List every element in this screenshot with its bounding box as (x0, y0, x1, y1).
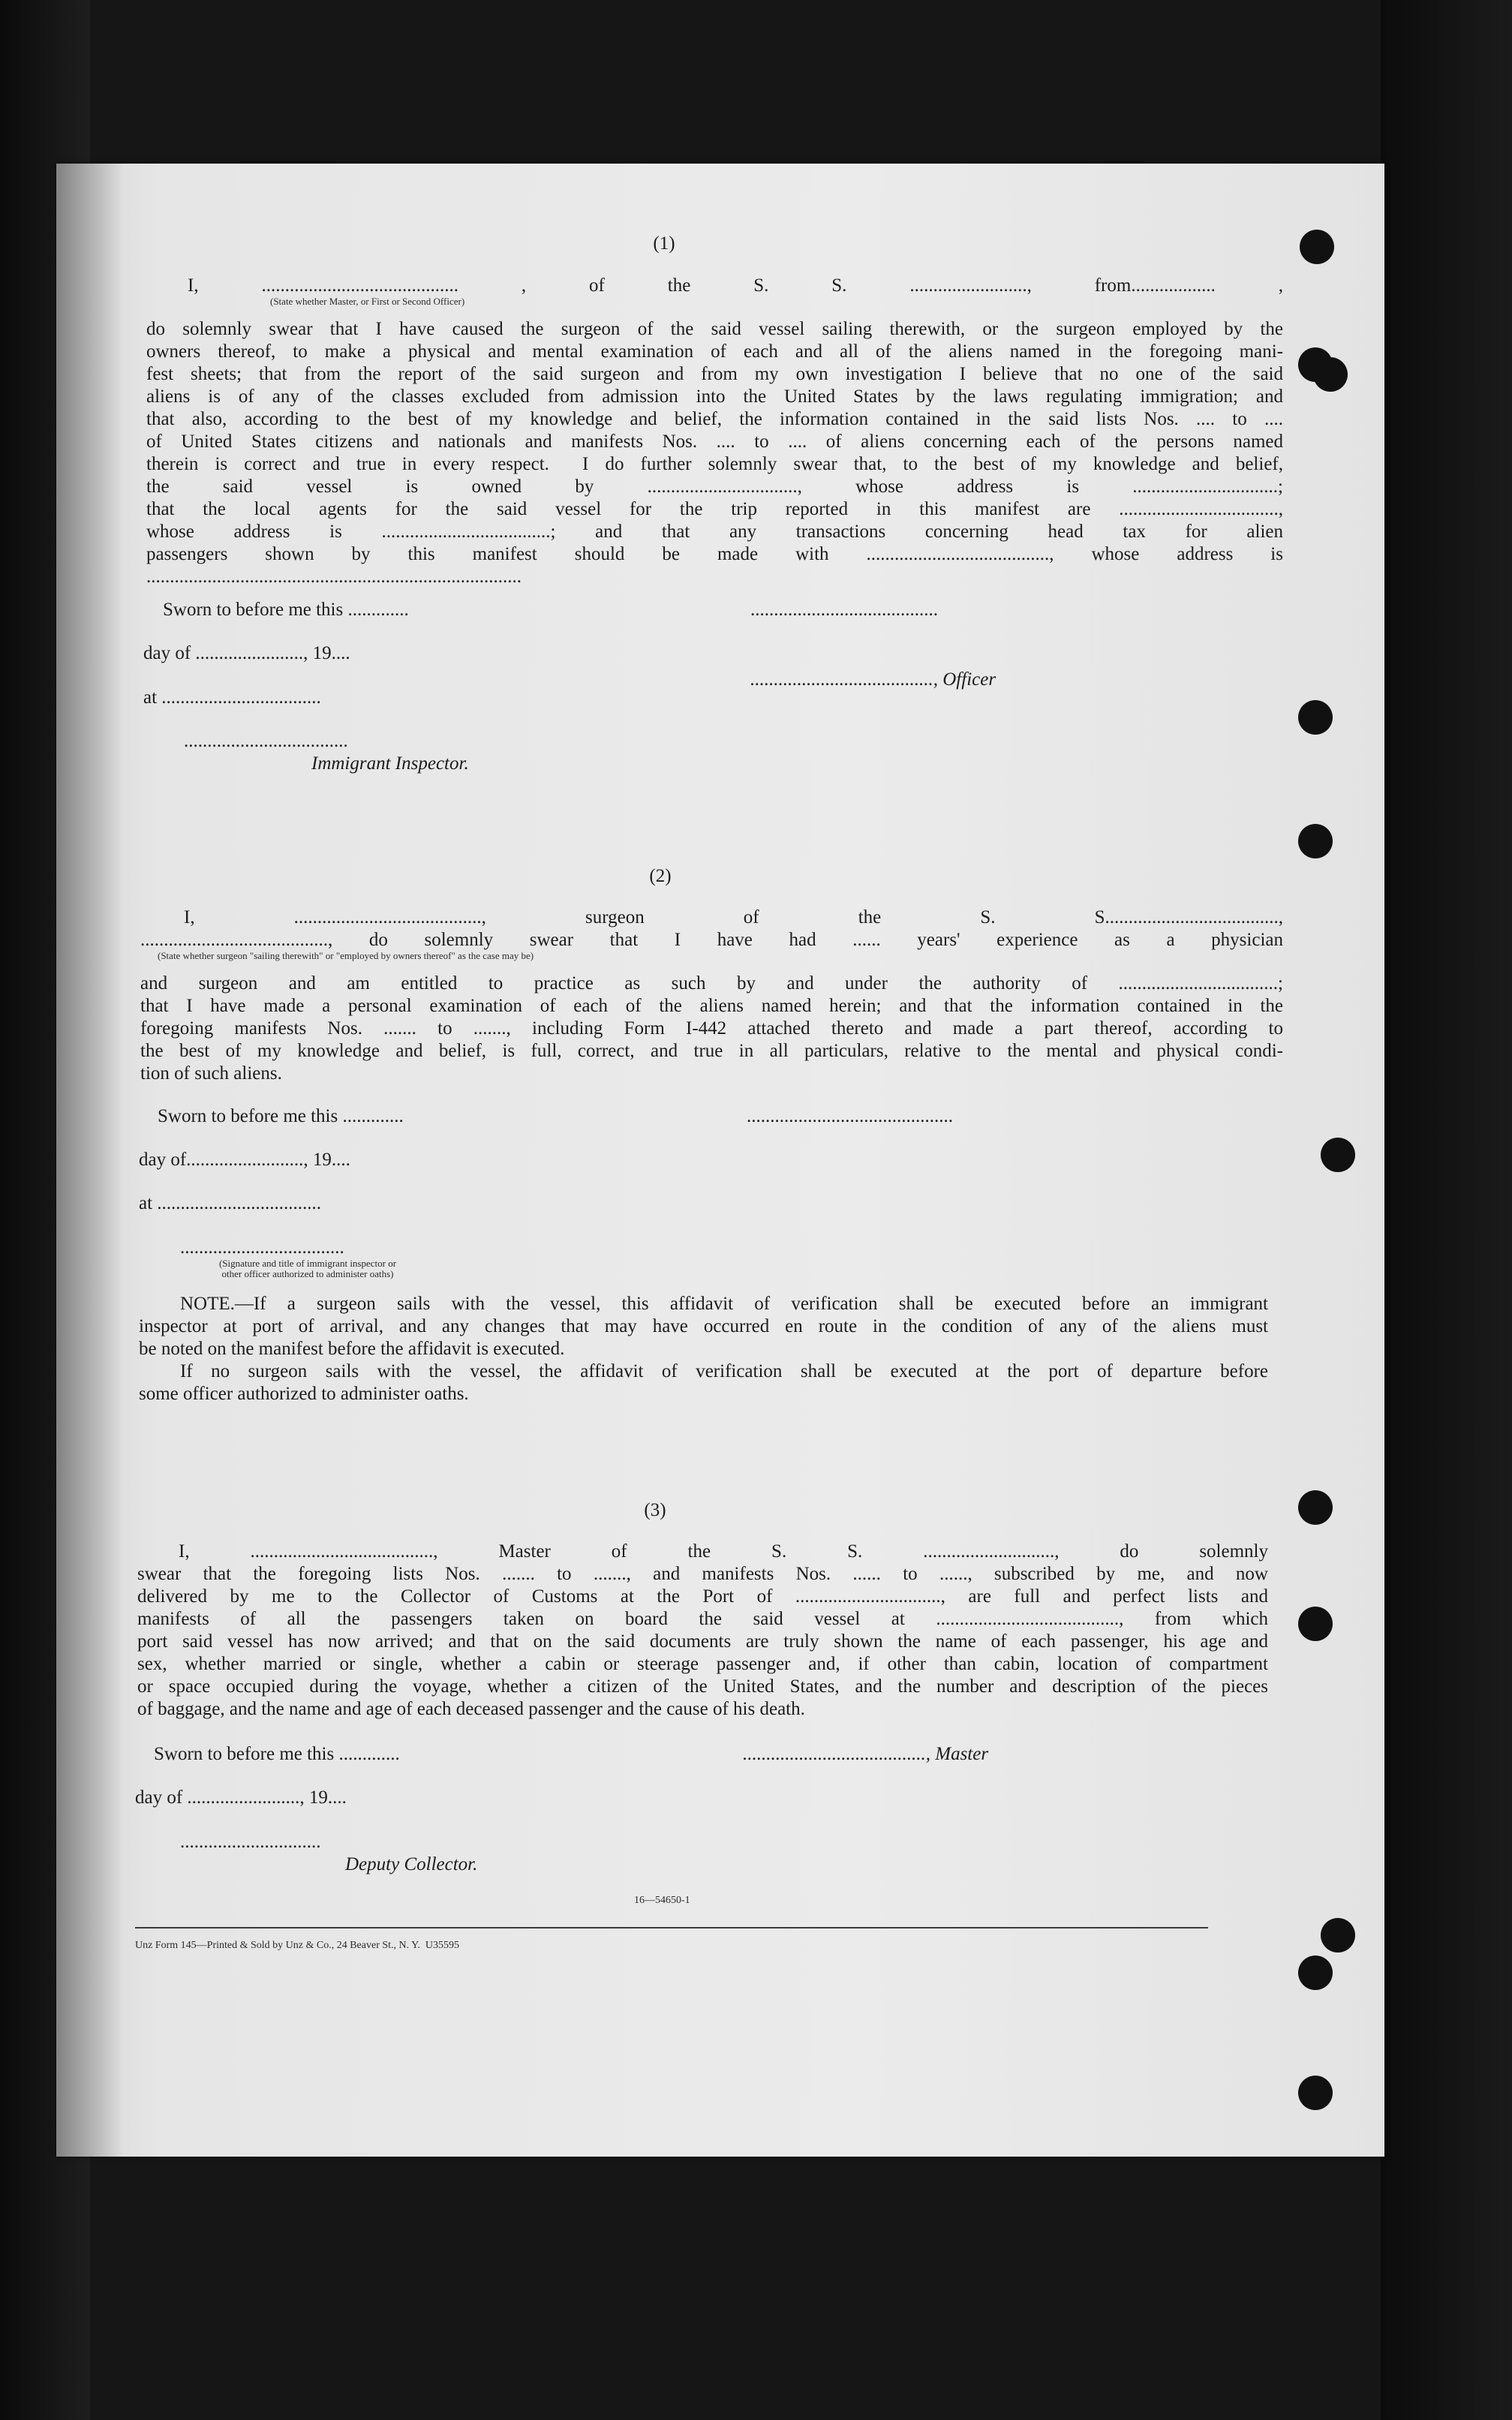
signature-line: ................................... (180, 1237, 344, 1258)
punch-hole (1298, 700, 1333, 735)
punch-hole (1298, 824, 1333, 858)
note-text-line: NOTE.—If a surgeon sails with the vessel, this affidavit of verification shall be executed before an immigrant (180, 1294, 1268, 1314)
oath-text-line: swear that the foregoing lists Nos. ....... to ......., and manifests Nos. ...... to ......, subscribed by me, and now (137, 1564, 1268, 1584)
oath-text-line: owners thereof, to make a physical and mental examination of each and all of the aliens named in the foregoing mani- (146, 341, 1283, 362)
section-number: (2) (649, 866, 672, 886)
oath-text-line: I, ......................................., Master of the S. S. ............................, do solemnly (179, 1541, 1268, 1562)
place-line: at ................................... (139, 1193, 322, 1213)
oath-text-line: foregoing manifests Nos. ....... to ......., including Form I-442 attached thereto and made a part thereof, according to (140, 1018, 1283, 1039)
field-note: other officer authorized to administer oaths) (221, 1268, 394, 1279)
oath-text-line: that I have made a personal examination of each of the aliens named herein; and that the information contained in the (140, 996, 1283, 1016)
oath-text-line: therein is correct and true in every respect. I do further solemnly swear that, to the best of my knowledge and belief, (146, 454, 1283, 474)
date-line: day of ......................., 19.... (143, 643, 350, 663)
scan-border-right (1381, 0, 1512, 2420)
oath-line: ........................................, do solemnly swear that I have had ...... years' experience as a physician (140, 930, 1283, 950)
punch-hole (1298, 1956, 1333, 1990)
sworn-line: Sworn to before me this ............. (154, 1744, 400, 1764)
punch-hole (1321, 1138, 1355, 1172)
punch-hole (1321, 1918, 1355, 1953)
oath-text-line: fest sheets; that from the report of the said surgeon and from my own investigation I believe that no one of the said (146, 364, 1283, 384)
oath-text-line: passengers shown by this manifest should be made with ......................................., whose address is (146, 544, 1283, 564)
field-note: (State whether Master, or First or Second Officer) (270, 296, 465, 307)
oath-text-line: whose address is ....................................; and that any transactions concerning head tax for alien (146, 522, 1283, 542)
oath-text-line: the said vessel is owned by ................................, whose address is ...............................; (146, 476, 1283, 497)
note-text-line: be noted on the manifest before the affidavit is executed. (139, 1339, 565, 1359)
oath-text-line: port said vessel has now arrived; and that on the said documents are truly shown the name of each passenger, his age and (137, 1631, 1268, 1652)
oath-text-line: or space occupied during the voyage, whether a citizen of the United States, and the number and description of the pieces (137, 1676, 1268, 1697)
oath-text-line: and surgeon and am entitled to practice as such by and under the authority of ..................................; (140, 973, 1283, 994)
sworn-line: Sworn to before me this ............. (163, 600, 409, 620)
signature-line: .............................. (180, 1832, 321, 1852)
field-note: (State whether surgeon "sailing therewith" or "employed by owners thereof" as the case may be) (158, 950, 534, 961)
note-text-line: inspector at port of arrival, and any changes that may have occurred en route in the condition of any of the aliens must (139, 1316, 1268, 1336)
field-note: (Signature and title of immigrant inspector or (218, 1258, 397, 1269)
oath-text-line: tion of such aliens. (140, 1063, 282, 1084)
footer-rule (135, 1927, 1208, 1928)
punch-hole (1313, 357, 1348, 392)
document-page (56, 164, 1384, 2157)
oath-text-line: ................................................................................ (146, 567, 522, 587)
inspector-title: Immigrant Inspector. (311, 753, 469, 774)
oath-text-line: manifests of all the passengers taken on board the said vessel at ......................................., from which (137, 1609, 1268, 1629)
oath-text-line: that also, according to the best of my knowledge and belief, the information contained in the said lists Nos. .... to .... (146, 409, 1283, 429)
oath-text-line: do solemnly swear that I have caused the surgeon of the said vessel sailing therewith, or the surgeon employed by the (146, 319, 1283, 339)
oath-text-line: the best of my knowledge and belief, is full, correct, and true in all particulars, relative to the mental and physical condi- (140, 1041, 1283, 1061)
oath-line: I, ........................................, surgeon of the S. S....................................., (184, 907, 1283, 927)
date-line: day of ........................, 19.... (135, 1787, 347, 1808)
oath-text-line: that the local agents for the said vessel for the trip reported in this manifest are .................................., (146, 499, 1283, 519)
punch-hole (1298, 2076, 1333, 2110)
oath-text-line: delivered by me to the Collector of Customs at the Port of ..............................., are full and perfect lists and (137, 1586, 1268, 1607)
date-line: day of........................., 19.... (139, 1150, 350, 1170)
oath-line: I, .......................................... , of the S. S. ........................., from.................. , (188, 275, 1283, 296)
punch-hole (1300, 230, 1334, 264)
collector-title: Deputy Collector. (345, 1854, 478, 1874)
sworn-line: Sworn to before me this ............. (158, 1106, 404, 1126)
printer-imprint: Unz Form 145—Printed & Sold by Unz & Co., 24 Beaver St., N. Y. U35595 (135, 1940, 460, 1951)
form-code: 16—54650-1 (634, 1895, 690, 1906)
note-text-line: If no surgeon sails with the vessel, the affidavit of verification shall be executed at the port of departure before (180, 1361, 1268, 1381)
signature-line: ............................................ (747, 1106, 953, 1126)
punch-hole (1298, 1490, 1333, 1525)
punch-hole (1298, 1607, 1333, 1641)
signature-line: ........................................ (750, 600, 938, 620)
section-number: (3) (644, 1500, 666, 1520)
section-number: (1) (653, 233, 675, 254)
oath-text-line: sex, whether married or single, whether a cabin or steerage passenger and, if other than cabin, location of compartment (137, 1654, 1268, 1674)
page-shadow (56, 164, 124, 2157)
inspector-signature-line: ................................... (184, 731, 348, 751)
master-signature-line: ......................................., Master (743, 1744, 989, 1764)
oath-text-line: aliens is of any of the classes excluded from admission into the United States by the laws regulating immigration; and (146, 386, 1283, 407)
officer-signature-line: ......................................., Officer (750, 669, 996, 690)
oath-text-line: of United States citizens and nationals and manifests Nos. .... to .... of aliens concerning each of the persons named (146, 431, 1283, 452)
note-text-line: some officer authorized to administer oaths. (139, 1384, 469, 1404)
oath-text-line: of baggage, and the name and age of each deceased passenger and the cause of his death. (137, 1699, 805, 1719)
place-line: at .................................. (143, 687, 321, 708)
